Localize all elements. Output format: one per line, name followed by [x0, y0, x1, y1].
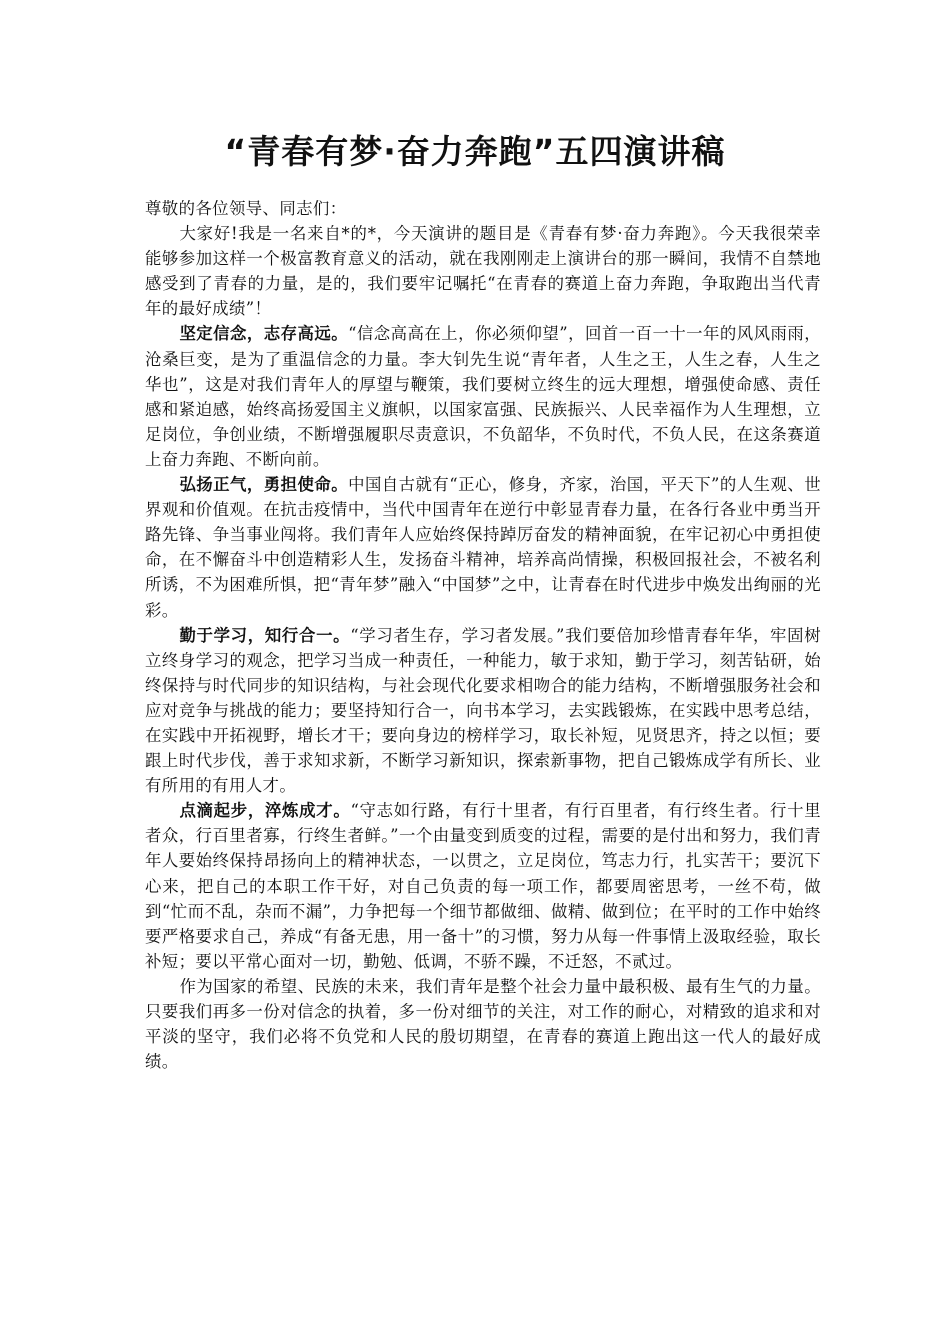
paragraph-text: 大家好!我是一名来自*的*，今天演讲的题目是《青春有梦·奋力奔跑》。今天我很荣幸能够参加这样一个极富教育意义的活动，就在我刚刚走上演讲台的那一瞬间，我情不自禁地感受到了青春的力量，是的，我们要牢记嘱托“在青春的赛道上奋力奔跑，争取跑出当代青年的最好成绩”！ — [145, 224, 821, 319]
paragraph-lead: 弘扬正气，勇担使命。 — [179, 475, 349, 495]
document-title: “青春有梦·奋力奔跑”五四演讲稿 — [224, 132, 726, 171]
paragraph-growth — [145, 798, 821, 974]
document-body — [145, 196, 821, 1074]
paragraph-text: “守志如行路，有行十里者，有行百里者，有行终生者。行十里者众，行百里者寡，行终生者鲜。”一个由量变到质变的过程，需要的是付出和努力，我们青年人要始终保持昂扬向上的精神状态，一以贯之，立足岗位，笃志力行，扎实苦干；要沉下心来，把自己的本职工作干好，对自己负责的每一项工作，都要周密思考，一丝不苟，做到“忙而不乱，杂而不漏”，力争把每一个细节都做细、做精、做到位；在平时的工作中始终要严格要求自己，养成“有备无患，用一备十”的习惯，努力从每一件事情上汲取经验，取长补短；要以平常心面对一切，勤勉、低调，不骄不躁，不迁怒，不贰过。 — [145, 801, 822, 971]
paragraph-text: “信念高高在上，你必须仰望”，回首一百一十一年的风风雨雨，沧桑巨变，是为了重温信念的力量。李大钊先生说“青年者，人生之王，人生之春，人生之华也”，这是对我们青年人的厚望与鞭策，我们要树立终生的远大理想，增强使命感、责任感和紧迫感，始终高扬爱国主义旗帜，以国家富强、民族振兴、人民幸福作为人生理想，立足岗位，争创业绩，不断增强履职尽责意识，不负韶华，不负时代，不负人民，在这条赛道上奋力奔跑、不断向前。 — [145, 324, 822, 469]
paragraph-belief — [145, 321, 821, 472]
paragraph-text: 作为国家的希望、民族的未来，我们青年是整个社会力量中最积极、最有生气的力量。只要我们再多一份对信念的执着，多一份对细节的关注，对工作的耐心，对精致的追求和对平淡的坚守，我们必将不负党和人民的殷切期望，在青春的赛道上跑出这一代人的最好成绩。 — [145, 976, 821, 1072]
paragraph-lead: 坚定信念，志存高远。 — [179, 324, 349, 344]
paragraph-conclusion — [145, 974, 821, 1074]
salutation: 尊敬的各位领导、同志们： — [145, 199, 347, 218]
paragraph-intro — [145, 221, 821, 321]
paragraph-lead: 勤于学习，知行合一。 — [179, 625, 351, 645]
paragraph-lead: 点滴起步，淬炼成才。 — [179, 801, 351, 821]
paragraph-mission — [145, 472, 821, 623]
paragraph-learning — [145, 623, 821, 799]
paragraph-text: “学习者生存，学习者发展。”我们要倍加珍惜青春年华，牢固树立终身学习的观念，把学习当成一种责任，一种能力，敏于求知，勤于学习，刻苦钻研，始终保持与时代同步的知识结构，与社会现代化要求相吻合的能力结构，不断增强服务社会和应对竞争与挑战的能力；要坚持知行合一，向书本学习，去实践锻炼，在实践中思考总结，在实践中开拓视野，增长才干；要向身边的榜样学习，取长补短，见贤思齐，持之以恒；要跟上时代步伐，善于求知求新，不断学习新知识，探索新事物，把自己锻炼成学有所长、业有所用的有用人才。 — [145, 625, 821, 796]
paragraph-text: 中国自古就有“正心，修身，齐家，治国，平天下”的人生观、世界观和价值观。在抗击疫情中，当代中国青年在逆行中彰显青春力量，在各行各业中勇当开路先锋、争当事业闯将。我们青年人应始终保持踔厉奋发的精神面貌，在牢记初心中勇担使命，在不懈奋斗中创造精彩人生，发扬奋斗精神，培养高尚情操，积极回报社会，不被名利所诱，不为困难所惧，把“青年梦”融入“中国梦”之中，让青春在时代进步中焕发出绚丽的光彩。 — [145, 475, 822, 620]
